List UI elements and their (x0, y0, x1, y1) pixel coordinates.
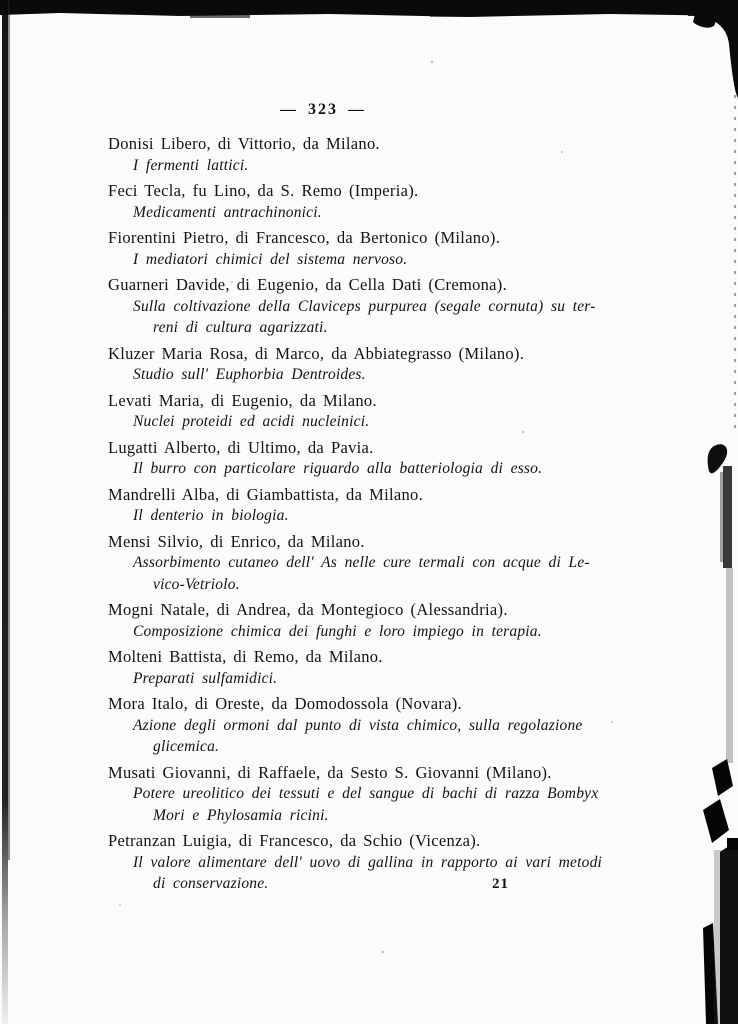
entry-name: Mensi Silvio, di Enrico, da Milano. (108, 531, 365, 551)
entry-title-line: glicemica. (153, 738, 220, 755)
entry (108, 646, 538, 689)
entry-name: Donisi Libero, di Vittorio, da Milano. (108, 134, 380, 153)
entry-title-line: vico-Vetriolo. (153, 575, 240, 593)
entry-title-line: reni di cultura agarizzati. (153, 319, 328, 336)
entry (108, 693, 583, 758)
entry (108, 484, 538, 527)
entry-name: Feci Tecla, fu Lino, da S. Remo (Imperia). (108, 181, 419, 200)
entry-title-line: Il burro con particolare riguardo alla batteriologia di esso. (133, 460, 543, 477)
scan-border-top-band (0, 0, 738, 18)
entry-title-line: Il denterio in biologia. (133, 507, 289, 524)
entry (108, 343, 538, 386)
entry-name: Mora Italo, di Oreste, da Domodossola (Novara). (108, 694, 462, 713)
entry-name: Kluzer Maria Rosa, di Marco, da Abbiategrasso (Milano). (108, 343, 525, 363)
entry-title-line: Studio sull' Euphorbia Dentroides. (133, 366, 366, 383)
page-number-header: — 323 — (280, 101, 366, 118)
entry-title-line: I fermenti lattici. (133, 156, 249, 174)
entry-title-line: Medicamenti antrachinonici. (133, 203, 322, 221)
entry-name: Guarneri Davide, di Eugenio, da Cella Dati (Cremona). (108, 275, 508, 294)
entry-name: Lugatti Alberto, di Ultimo, da Pavia. (108, 437, 374, 457)
entry (108, 830, 603, 895)
entry (108, 133, 538, 176)
scan-border-right-marks (703, 95, 738, 1024)
entry-title-line: Assorbimento cutaneo dell' As nelle cure termali con acque di Le- (133, 554, 590, 571)
entry (108, 180, 538, 223)
entry-title-line: Nuclei proteidi ed acidi nucleinici. (133, 413, 370, 430)
entry-name: Levati Maria, di Eugenio, da Milano. (108, 390, 377, 410)
entry-title-line: I mediatori chimici del sistema nervoso. (133, 250, 408, 268)
scan-corner-top-right (688, 0, 738, 98)
signature-number: 21 (492, 876, 509, 892)
entry-title-line: Mori e Phylosamia ricini. (153, 806, 329, 824)
entry-title-line: di conservazione. (153, 875, 269, 892)
entry-title-line: Potere ureolitico dei tessuti e del sangue di bachi di razza Bombyx (133, 785, 599, 802)
page-content (108, 101, 603, 899)
entry (108, 437, 543, 480)
entry-name: Mogni Natale, di Andrea, da Montegioco (Alessandria). (108, 600, 508, 619)
entry-name: Molteni Battista, di Remo, da Milano. (108, 647, 383, 666)
entry-name: Fiorentini Pietro, di Francesco, da Bertonico (Milano). (108, 228, 501, 247)
entry-name: Musati Giovanni, di Raffaele, da Sesto S. Giovanni (Milano). (108, 762, 552, 782)
entries-list (108, 133, 603, 895)
entry-name: Petranzan Luigia, di Francesco, da Schio (Vicenza). (108, 831, 481, 850)
entry-title-line: Composizione chimica dei funghi e loro impiego in terapia. (133, 622, 542, 640)
entry (108, 531, 590, 596)
entry-name: Mandrelli Alba, di Giambattista, da Milano. (108, 484, 424, 504)
entry-title-line: Il valore alimentare dell' uovo di gallina in rapporto ai vari metodi (133, 853, 603, 871)
entry-title-line: Preparati sulfamidici. (133, 669, 278, 687)
entry (108, 227, 538, 270)
entry (108, 390, 538, 433)
entry (108, 762, 599, 827)
entry (108, 599, 542, 642)
entry (108, 274, 596, 339)
entry-title-line: Azione degli ormoni dal punto di vista chimico, sulla regolazione (133, 716, 583, 734)
entry-title-line: Sulla coltivazione della Claviceps purpurea (segale cornuta) su ter- (133, 297, 596, 315)
scan-border-left-strip (2, 0, 10, 1024)
